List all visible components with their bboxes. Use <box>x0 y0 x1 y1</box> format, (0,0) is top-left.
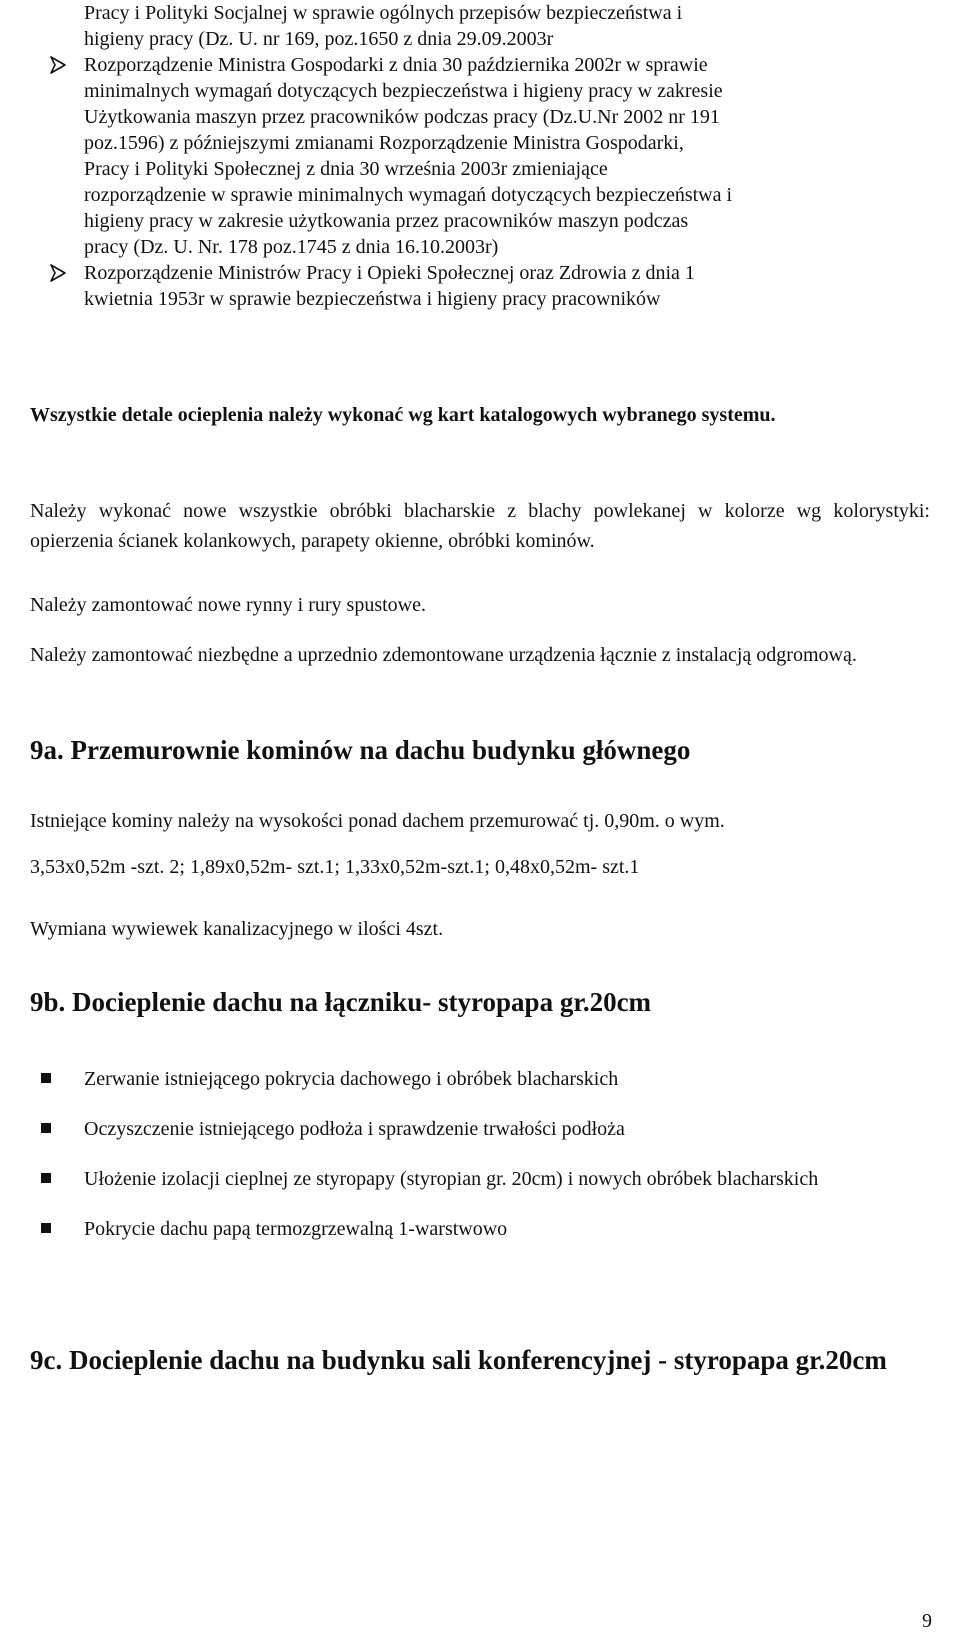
text-line: poz.1596) z późniejszymi zmianami Rozporządzenie Ministra Gospodarki, <box>84 132 684 154</box>
list-item <box>30 1214 930 1244</box>
lightning-paragraph: Należy zamontować niezbędne a uprzednio zdemontowane urządzenia łącznie z instalacją odgromową. <box>30 644 857 666</box>
section-9c-title: 9c. Docieplenie dachu na budynku sali konferencyjnej - styropapa gr.20cm <box>30 1345 887 1375</box>
square-bullet-icon <box>41 1223 51 1233</box>
square-bullet-icon <box>41 1123 51 1133</box>
list-item <box>30 1114 930 1144</box>
text-line: Rozporządzenie Ministrów Pracy i Opieki Społecznej oraz Zdrowia z dnia 1 <box>84 262 695 284</box>
list-item <box>30 1064 930 1094</box>
insulation-details-paragraph: Wszystkie detale ocieplenia należy wykonać wg kart katalogowych wybranego systemu. <box>30 404 776 426</box>
legal-ref-item <box>50 52 930 260</box>
text-line: Pracy i Polityki Socjalnej w sprawie ogólnych przepisów bezpieczeństwa i <box>84 2 683 24</box>
section-9a-title: 9a. Przemurownie kominów na dachu budynku głównego <box>30 735 691 765</box>
section-9b-list <box>30 1064 930 1264</box>
text-line: kwietnia 1953r w sprawie bezpieczeństwa i higieny pracy pracowników <box>84 288 661 310</box>
list-item-text: Pokrycie dachu papą termozgrzewalną 1-warstwowo <box>84 1218 508 1240</box>
arrowhead-bullet-icon <box>50 260 72 286</box>
text-line: minimalnych wymagań dotyczących bezpieczeństwa i higieny pracy w zakresie <box>84 80 723 102</box>
text-line: Rozporządzenie Ministra Gospodarki z dnia 30 października 2002r w sprawie <box>84 54 708 76</box>
list-item <box>30 1164 930 1194</box>
text-line: higieny pracy (Dz. U. nr 169, poz.1650 z dnia 29.09.2003r <box>84 28 554 50</box>
section-9a-dimensions: 3,53x0,52m -szt. 2; 1,89x0,52m- szt.1; 1,33x0,52m-szt.1; 0,48x0,52m- szt.1 <box>30 856 640 878</box>
list-item-text: Ułożenie izolacji cieplnej ze styropapy (styropian gr. 20cm) i nowych obróbek blacharskich <box>84 1168 819 1190</box>
arrowhead-bullet-icon <box>50 52 72 78</box>
list-item-text: Oczyszczenie istniejącego podłoża i sprawdzenie trwałości podłoża <box>84 1118 625 1140</box>
square-bullet-icon <box>41 1073 51 1083</box>
text-line: Użytkowania maszyn przez pracowników podczas pracy (Dz.U.Nr 2002 nr 191 <box>84 106 720 128</box>
flashings-paragraph: Należy wykonać nowe wszystkie obróbki blacharskie z blachy powlekanej w kolorze wg kolorystyki: opierzenia ścianek kolankowych, parapety okienne, obróbki kominów. <box>30 500 930 552</box>
text-line: Pracy i Polityki Społecznej z dnia 30 września 2003r zmieniające <box>84 158 608 180</box>
section-9a-text: Istniejące kominy należy na wysokości ponad dachem przemurować tj. 0,90m. o wym. <box>30 810 725 832</box>
legal-ref-item <box>50 260 930 312</box>
section-9a-vents: Wymiana wywiewek kanalizacyjnego w ilości 4szt. <box>30 918 444 940</box>
text-line: pracy (Dz. U. Nr. 178 poz.1745 z dnia 16.10.2003r) <box>84 236 499 258</box>
legal-ref-continuation <box>50 0 930 52</box>
text-line: higieny pracy w zakresie użytkowania przez pracowników maszyn podczas <box>84 210 689 232</box>
section-9b-title: 9b. Docieplenie dachu na łączniku- styropapa gr.20cm <box>30 987 652 1017</box>
list-item-text: Zerwanie istniejącego pokrycia dachowego i obróbek blacharskich <box>84 1068 619 1090</box>
square-bullet-icon <box>41 1173 51 1183</box>
page-number: 9 <box>922 1610 932 1632</box>
text-line: rozporządzenie w sprawie minimalnych wymagań dotyczących bezpieczeństwa i <box>84 184 733 206</box>
legal-references-list <box>50 0 930 312</box>
gutters-paragraph: Należy zamontować nowe rynny i rury spustowe. <box>30 594 426 616</box>
